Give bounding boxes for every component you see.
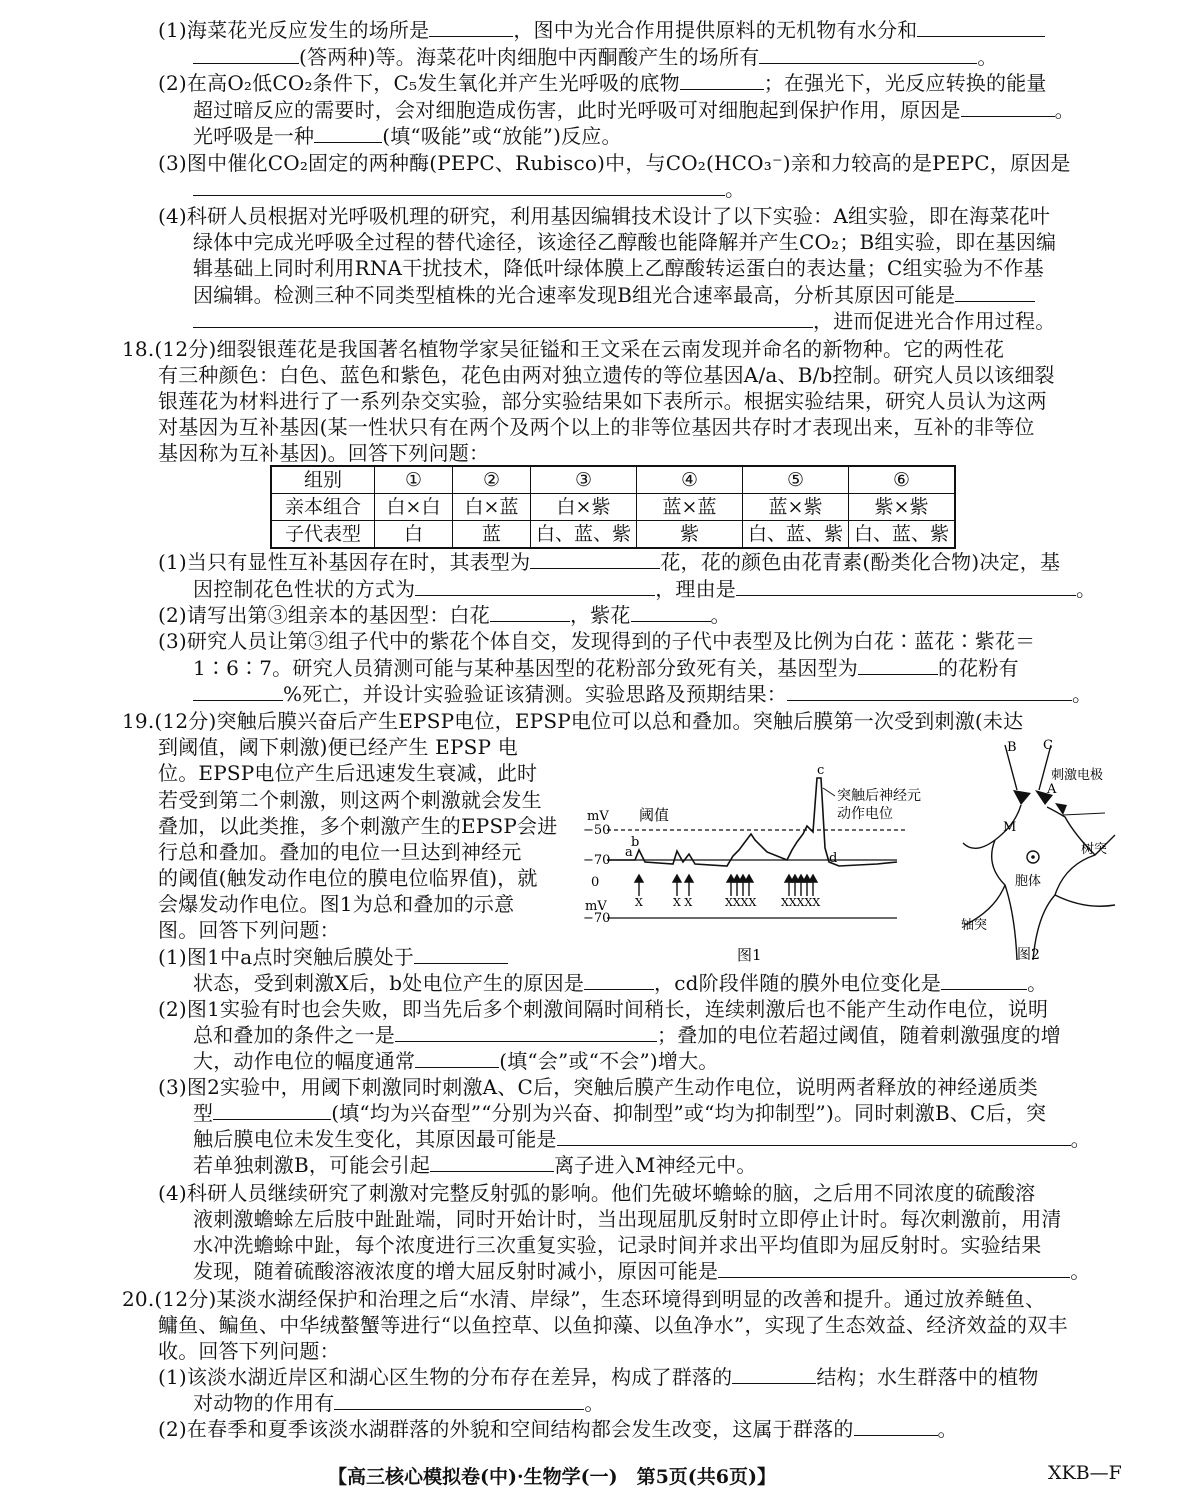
table-cell: 白、蓝、紫 (849, 521, 956, 549)
q17-part4-line2: 绿体中完成光呼吸全过程的替代途径，该途径乙醇酸也能降解并产生CO₂；B组实验，即在基因编 (193, 230, 1057, 254)
q19-part3-line1: (3)图2实验中，用阈下刺激同时刺激A、C后，突触后膜产生动作电位，说明两者释放的神经递质类 (158, 1075, 1038, 1099)
answer-blank[interactable] (557, 1127, 1071, 1146)
text: 。 (710, 603, 731, 627)
label-b: B (1007, 740, 1017, 755)
q18-stem-line5: 基因称为互补基因)。回答下列问题： (158, 441, 490, 465)
q19-part3-line2 (193, 1100, 1046, 1126)
text: ，紫花 (569, 603, 631, 627)
tick-0: 0 (591, 875, 600, 890)
label-a: A (1047, 782, 1057, 797)
text: 总和叠加的条件之一是 (193, 1023, 395, 1047)
q19-part4-line4 (193, 1258, 1090, 1284)
answer-blank[interactable] (429, 18, 513, 37)
table-cell: 蓝×蓝 (637, 494, 743, 521)
table-cell: 蓝×紫 (743, 494, 849, 521)
text: 的花粉有 (937, 656, 1019, 680)
table-cell: 白×紫 (531, 494, 637, 521)
answer-blank[interactable] (314, 124, 382, 143)
answer-blank[interactable] (414, 945, 508, 964)
stim-label: XXXXX (781, 896, 821, 909)
q19-stem-line4: 若受到第二个刺激，则这两个刺激就会发生 (158, 788, 542, 812)
table-cell: 白×白 (375, 494, 453, 521)
label-c: C (1043, 738, 1053, 753)
text: 因编辑。检测三种不同类型植株的光合速率发现B组光合速率最高，分析其原因可能是 (193, 283, 956, 307)
answer-blank[interactable] (941, 971, 1027, 990)
text: 。 (1054, 98, 1075, 122)
text: (填“吸能”或“放能”)反应。 (382, 124, 622, 148)
q19-stem-line1: 19.(12分)突触后膜兴奋后产生EPSP电位，EPSP电位可以总和叠加。突触后膜第一次受到刺激(未达 (122, 709, 1024, 733)
answer-blank[interactable] (213, 1101, 331, 1120)
q17-part3-line1: (3)图中催化CO₂固定的两种酶(PEPC、Rubisco)中，与CO₂(HCO₃⁻)亲和力较高的是PEPC，原因是 (158, 151, 1071, 175)
text: 状态，受到刺激X后，b处电位产生的原因是 (193, 971, 585, 995)
footer-code: XKB—F (1048, 1462, 1122, 1484)
soma-label: 胞体 (1015, 874, 1042, 889)
text: 。 (977, 45, 998, 69)
q17-part4-line3: 辑基础上同时利用RNA干扰技术，降低叶绿体膜上乙醇酸转运蛋白的表达量；C组实验为不作基 (193, 256, 1044, 280)
q19-part2-line2 (193, 1022, 1061, 1048)
text: %死亡，并设计实验验证该猜测。实验思路及预期结果： (283, 682, 788, 706)
answer-blank[interactable] (732, 1365, 816, 1384)
table-cell: 白、蓝、紫 (743, 521, 849, 549)
figure-1-caption: 图1 (737, 946, 762, 964)
q19-stem-line5: 叠加，以此类推，多个刺激产生的EPSP会进 (158, 814, 558, 838)
text: (1)海菜花光反应发生的场所是 (158, 18, 430, 42)
text: 1∶6∶7。研究人员猜测可能与某种基因型的花粉部分致死有关，基因型为 (193, 656, 858, 680)
mv-bottom-label: mV (585, 899, 607, 914)
synapse-a (1055, 803, 1067, 815)
q20-stem-line1: 20.(12分)某淡水湖经保护和治理之后“水清、岸绿”，生态环境得到明显的改善和提升。通过放养鲢鱼、 (122, 1287, 1046, 1311)
point-b-label: b (631, 835, 640, 850)
table-cell: 白×蓝 (453, 494, 531, 521)
text: ；叠加的电位若超过阈值，随着刺激强度的增 (657, 1023, 1061, 1047)
answer-blank[interactable] (334, 1391, 584, 1410)
stimulus-arrows (635, 875, 817, 896)
figure-2-neuron (955, 735, 1120, 967)
text: (2)请写出第③组亲本的基因型：白花 (158, 603, 490, 627)
text: 。 (1076, 577, 1097, 601)
text: ，图中为光合作用提供原料的无机物有水分和 (513, 18, 918, 42)
answer-blank[interactable] (584, 971, 654, 990)
answer-blank[interactable] (193, 309, 813, 328)
q17-part2-line3 (193, 123, 622, 149)
table-cell: ① (375, 466, 453, 494)
answer-blank[interactable] (955, 283, 1035, 302)
text: 花，花的颜色由花青素(酚类化合物)决定，基 (660, 550, 1061, 574)
answer-blank[interactable] (415, 577, 655, 596)
text: 对动物的作用有 (193, 1391, 335, 1415)
q18-part3-line3 (193, 681, 1092, 707)
q19-part1-line1 (158, 944, 508, 970)
text: (1)图1中a点时突触后膜处于 (158, 945, 414, 969)
dendrite-label: 树突 (1081, 842, 1108, 857)
text: 光呼吸是一种 (193, 124, 315, 148)
axon-label: 轴突 (961, 918, 988, 933)
text: 发现，随着硫酸溶液浓度的增大屈反射时减小，原因可能是 (193, 1259, 719, 1283)
synapse-b (1013, 790, 1031, 805)
q17-part4-line5 (193, 308, 1055, 334)
text: ，进而促进光合作用过程。 (813, 309, 1056, 333)
ap-label-line2: 动作电位 (837, 806, 893, 822)
q19-stem-line2: 到阈值，阈下刺激)便已经产生 EPSP 电 (158, 735, 518, 759)
q17-part4-line4 (193, 282, 1035, 308)
q18-part2 (158, 602, 731, 628)
q18-stem-line4: 对基因为互补基因(某一性状只有在两个及两个以上的非等位基因共存时才表现出来，互补的非等位 (158, 415, 1035, 439)
table-row (271, 466, 955, 494)
electrode-label: 刺激电极 (1051, 768, 1104, 783)
mv-top-label: mV (587, 809, 609, 824)
q19-part4-line2: 液刺激蟾蜍左后肢中趾趾端，同时开始计时，当出现屈肌反射时立即停止计时。每次刺激前，用清 (193, 1207, 1062, 1231)
text: ，cd阶段伴随的膜外电位变化是 (654, 971, 942, 995)
answer-blank[interactable] (961, 98, 1055, 117)
table-cell: 紫 (637, 521, 743, 549)
table-cell: 蓝 (453, 521, 531, 549)
q17-part4-line1: (4)科研人员根据对光呼吸机理的研究，利用基因编辑技术设计了以下实验：A组实验，即在海菜花叶 (158, 204, 1050, 228)
callout-line (823, 788, 835, 796)
q20-stem-line2: 鳙鱼、鳊鱼、中华绒螯蟹等进行“以鱼控草、以鱼抑藻、以鱼净水”，实现了生态效益、经济效益的双丰 (158, 1313, 1068, 1337)
text: 。 (1027, 971, 1048, 995)
q18-part1-line1 (158, 549, 1060, 575)
text: 。 (937, 1417, 958, 1441)
text: 结构；水生群落中的植物 (816, 1365, 1039, 1389)
stim-label: X (635, 896, 643, 909)
answer-blank[interactable] (415, 1049, 499, 1068)
answer-blank[interactable] (193, 45, 299, 64)
table-row (271, 521, 955, 549)
answer-blank[interactable] (680, 71, 764, 90)
q19-stem-line7: 的阈值(触发动作电位的膜电位临界值)，就 (158, 866, 538, 890)
tick-neg50: −50 (583, 823, 611, 838)
q20-part1-line1 (158, 1364, 1039, 1390)
table-cell: ③ (531, 466, 637, 494)
q17-part2-line2 (193, 97, 1075, 123)
point-c-label: c (817, 763, 825, 778)
table-cell: 白 (375, 521, 453, 549)
answer-blank[interactable] (631, 603, 711, 622)
footer-title: 【高三核心模拟卷(中)·生物学(一) 第5页(共6页)】 (328, 1466, 776, 1488)
text: 。 (1072, 682, 1093, 706)
text: (2)在春季和夏季该淡水湖群落的外貌和空间结构都会发生改变，这属于群落的 (158, 1417, 854, 1441)
text: 。 (584, 1391, 605, 1415)
answer-blank[interactable] (193, 177, 725, 196)
text: (填“会”或“不会”)增大。 (499, 1049, 719, 1073)
stim-label: XXXX (725, 896, 757, 909)
stim-label: X X (673, 896, 693, 909)
q19-part4-line1: (4)科研人员继续研究了刺激对完整反射弧的影响。他们先破坏蟾蜍的脑，之后用不同浓度的硫酸溶 (158, 1181, 1036, 1205)
tick-neg70-bottom: −70 (583, 911, 611, 926)
q19-part3-line4 (193, 1152, 757, 1178)
threshold-label: 阈值 (639, 806, 670, 824)
table-cell: ⑥ (849, 466, 956, 494)
answer-blank[interactable] (736, 577, 1076, 596)
q18-stem-line1: 18.(12分)细裂银莲花是我国著名植物学家吴征镒和王文采在云南发现并命名的新物种。它的两性花 (122, 337, 1005, 361)
q18-part3-line2 (193, 655, 1019, 681)
q20-part2 (158, 1416, 958, 1442)
text: 超过暗反应的需要时，会对细胞造成伤害，此时光呼吸可对细胞起到保护作用，原因是 (193, 98, 961, 122)
table-cell: 紫×紫 (849, 494, 956, 521)
text: 型 (193, 1101, 214, 1125)
text: 触后膜电位未发生变化，其原因最可能是 (193, 1127, 557, 1151)
q19-stem-line9: 图。回答下列问题： (158, 918, 340, 942)
table-cell: ⑤ (743, 466, 849, 494)
answer-blank[interactable] (530, 550, 660, 569)
text: 大，动作电位的幅度通常 (193, 1049, 416, 1073)
answer-blank[interactable] (858, 656, 938, 675)
text: (1)该淡水湖近岸区和湖心区生物的分布存在差异，构成了群落的 (158, 1365, 733, 1389)
q18-part3-line1: (3)研究人员让第③组子代中的紫花个体自交，发现得到的子代中表型及比例为白花∶蓝花∶紫花＝ (158, 629, 1036, 653)
answer-blank[interactable] (490, 603, 570, 622)
table-cell: ④ (637, 466, 743, 494)
text: 离子进入M神经元中。 (554, 1153, 757, 1177)
text: (答两种)等。海菜花叶肉细胞中丙酮酸产生的场所有 (299, 45, 760, 69)
text: (填“均为兴奋型”“分别为兴奋、抑制型”或“均为抑制型”)。同时刺激B、C后，突 (331, 1101, 1047, 1125)
q19-part2-line1: (2)图1实验有时也会失败，即当先后多个刺激间隔时间稍长，连续刺激后也不能产生动作电位，说明 (158, 997, 1049, 1021)
answer-blank[interactable] (718, 1259, 1070, 1278)
q18-stem-line2: 有三种颜色：白色、蓝色和紫色，花色由两对独立遗传的等位基因A/a、B/b控制。研究人员以该细裂 (158, 363, 1055, 387)
text: 。 (725, 177, 746, 201)
electrode-line (1063, 813, 1105, 815)
text: 因控制花色性状的方式为 (193, 577, 416, 601)
figure-2-caption: 图2 (1017, 947, 1040, 963)
q18-stem-line3: 银莲花为材料进行了一系列杂交实验，部分实验结果如下表所示。根据实验结果，研究人员认为这两 (158, 389, 1047, 413)
tick-neg70: −70 (583, 853, 611, 868)
q19-stem-line6: 行总和叠加。叠加的电位一旦达到神经元 (158, 840, 522, 864)
q19-stem-line8: 会爆发动作电位。图1为总和叠加的示意 (158, 892, 515, 916)
answer-blank[interactable] (430, 1153, 554, 1172)
row-header: 组别 (271, 466, 375, 494)
row-header: 亲本组合 (271, 494, 375, 521)
point-a-label: a (625, 845, 633, 860)
nucleolus (1031, 855, 1035, 859)
q19-part3-line3 (193, 1126, 1091, 1152)
ap-label-line1: 突触后神经元 (837, 788, 921, 804)
table-row (271, 494, 955, 521)
table-cell: ② (453, 466, 531, 494)
text: ，理由是 (655, 577, 737, 601)
q17-part2-line1 (158, 70, 1047, 96)
q20-stem-line3: 收。回答下列问题： (158, 1339, 340, 1363)
point-d-label: d (829, 851, 838, 866)
text: 。 (1070, 1259, 1091, 1283)
q17-part1-line1 (158, 17, 1045, 43)
text: (1)当只有显性互补基因存在时，其表型为 (158, 550, 531, 574)
q19-part2-line3 (193, 1048, 719, 1074)
text: 。 (1070, 1127, 1091, 1151)
table-cell: 白、蓝、紫 (531, 521, 637, 549)
text: (2)在高O₂低CO₂条件下，C₅发生氧化并产生光呼吸的底物 (158, 71, 680, 95)
q17-part3-line2 (193, 176, 745, 202)
text: 若单独刺激B，可能会引起 (193, 1153, 431, 1177)
q19-stem-line3: 位。EPSP电位产生后迅速发生衰减，此时 (158, 761, 538, 785)
answer-blank[interactable] (395, 1023, 657, 1042)
answer-blank[interactable] (854, 1417, 938, 1436)
answer-blank[interactable] (917, 18, 1045, 37)
text: ；在强光下，光反应转换的能量 (763, 71, 1047, 95)
cross-experiment-table (270, 465, 956, 549)
answer-blank[interactable] (759, 45, 977, 64)
answer-blank[interactable] (787, 682, 1072, 701)
q18-part1-line2 (193, 576, 1096, 602)
row-header: 子代表型 (271, 521, 375, 549)
q19-part1-line2 (193, 970, 1047, 996)
q17-part1-line2 (193, 44, 998, 70)
answer-blank[interactable] (193, 682, 283, 701)
q19-part4-line3: 水冲洗蟾蜍中趾，每个浓度进行三次重复实验，记录时间并求出平均值即为屈反射时。实验结果 (193, 1233, 1042, 1257)
q20-part1-line2 (193, 1390, 605, 1416)
label-m: M (1003, 820, 1017, 835)
figure-1-epsp-summation (577, 738, 937, 968)
